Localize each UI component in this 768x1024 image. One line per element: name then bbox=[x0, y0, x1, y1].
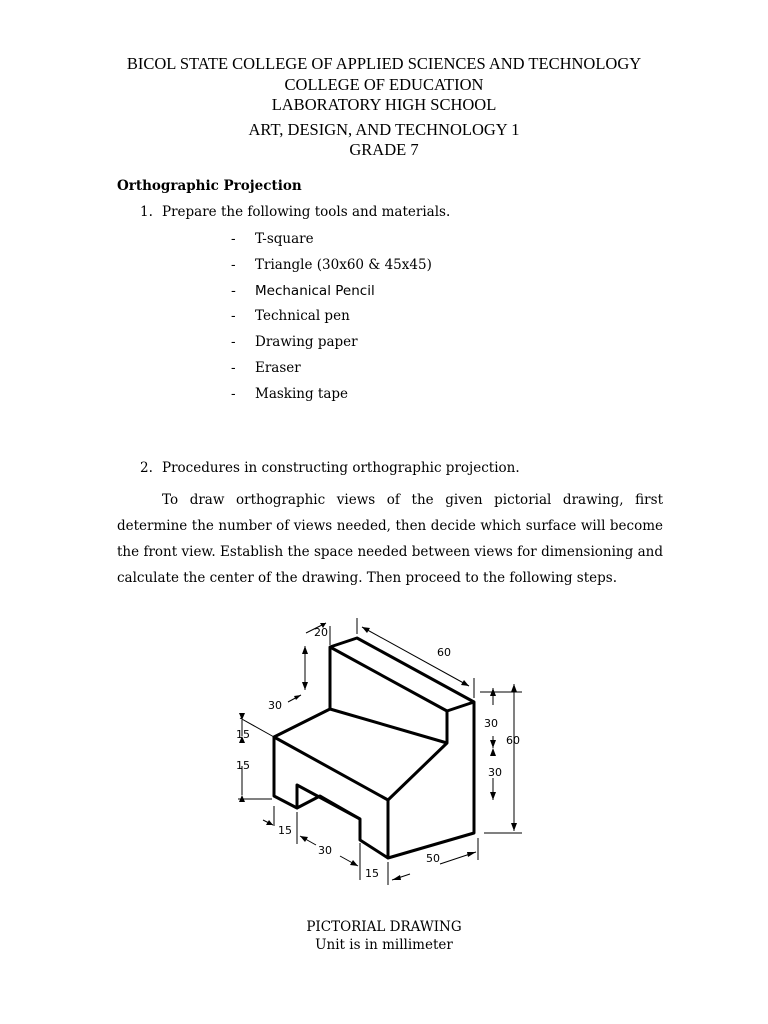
dim-right-total: 60 bbox=[506, 734, 520, 747]
section-title: Orthographic Projection bbox=[117, 178, 302, 194]
dim-right-lower: 30 bbox=[488, 766, 502, 779]
dim-front-lower: 15 bbox=[236, 759, 250, 772]
list-dash: - bbox=[231, 231, 236, 247]
caption-title: PICTORIAL DRAWING bbox=[306, 919, 462, 935]
dim-leg: 15 bbox=[278, 824, 292, 837]
list-item bbox=[231, 282, 432, 308]
dim-step-depth: 30 bbox=[268, 699, 282, 712]
list-item bbox=[231, 333, 432, 359]
right-side-face bbox=[388, 732, 474, 858]
list-dash: - bbox=[231, 385, 236, 402]
college-name: COLLEGE OF EDUCATION bbox=[284, 74, 484, 94]
list-item bbox=[231, 256, 432, 282]
list-dash: - bbox=[231, 282, 236, 299]
front-profile bbox=[274, 737, 388, 858]
list-item-text: Mechanical Pencil bbox=[255, 282, 375, 299]
dim-right-upper: 30 bbox=[484, 717, 498, 730]
dim-front-upper: 15 bbox=[236, 728, 250, 741]
pictorial-drawing bbox=[228, 618, 528, 890]
list-item bbox=[231, 230, 432, 256]
list-item-text: Masking tape bbox=[255, 385, 349, 402]
unit-name: LABORATORY HIGH SCHOOL bbox=[271, 95, 497, 114]
list-item-text: Drawing paper bbox=[255, 334, 358, 351]
procedure-paragraph: To draw orthographic views of the given pictorial drawing, first determine the number of views needed, then decide which surface will become the front view. Establish the space needed between views for dimensioning and calculate the center of the drawing. Then proceed to the following steps. bbox=[117, 492, 663, 586]
step-2-text: Procedures in constructing orthographic projection. bbox=[162, 460, 520, 476]
figure-caption bbox=[0, 918, 768, 954]
list-item-text: Technical pen bbox=[255, 308, 350, 325]
dim-length: 60 bbox=[437, 646, 451, 659]
dim-width: 50 bbox=[426, 852, 440, 865]
step-2-number: 2. bbox=[140, 460, 153, 476]
list-dash: - bbox=[231, 256, 236, 273]
step-1 bbox=[140, 204, 450, 220]
back-block-top bbox=[330, 647, 474, 711]
step-2 bbox=[140, 460, 520, 476]
grade-level: GRADE 7 bbox=[349, 140, 419, 159]
list-dash: - bbox=[231, 334, 236, 351]
dim-top-depth: 20 bbox=[314, 626, 328, 639]
list-item bbox=[231, 385, 432, 411]
dimension-labels bbox=[236, 626, 520, 880]
school-name: BICOL STATE COLLEGE OF APPLIED SCIENCES AND TECHNOLOGY bbox=[126, 54, 642, 73]
list-item bbox=[231, 307, 432, 333]
dim-foot: 15 bbox=[365, 867, 379, 880]
list-item bbox=[231, 359, 432, 385]
list-item-text: T-square bbox=[255, 231, 314, 247]
list-item-text: Triangle (30x60 & 45x45) bbox=[255, 256, 432, 273]
step-1-number: 1. bbox=[140, 204, 153, 220]
dim-notch: 30 bbox=[318, 844, 332, 857]
step-1-text: Prepare the following tools and materials. bbox=[162, 204, 451, 220]
tools-list bbox=[231, 230, 432, 411]
object-outline bbox=[274, 638, 474, 858]
list-item-text: Eraser bbox=[255, 359, 301, 376]
dimension-lines bbox=[238, 618, 522, 885]
list-dash: - bbox=[231, 308, 236, 325]
subject-name: ART, DESIGN, AND TECHNOLOGY 1 bbox=[248, 119, 520, 139]
document-header bbox=[0, 54, 768, 161]
list-dash: - bbox=[231, 359, 236, 376]
caption-unit: Unit is in millimeter bbox=[315, 937, 453, 953]
